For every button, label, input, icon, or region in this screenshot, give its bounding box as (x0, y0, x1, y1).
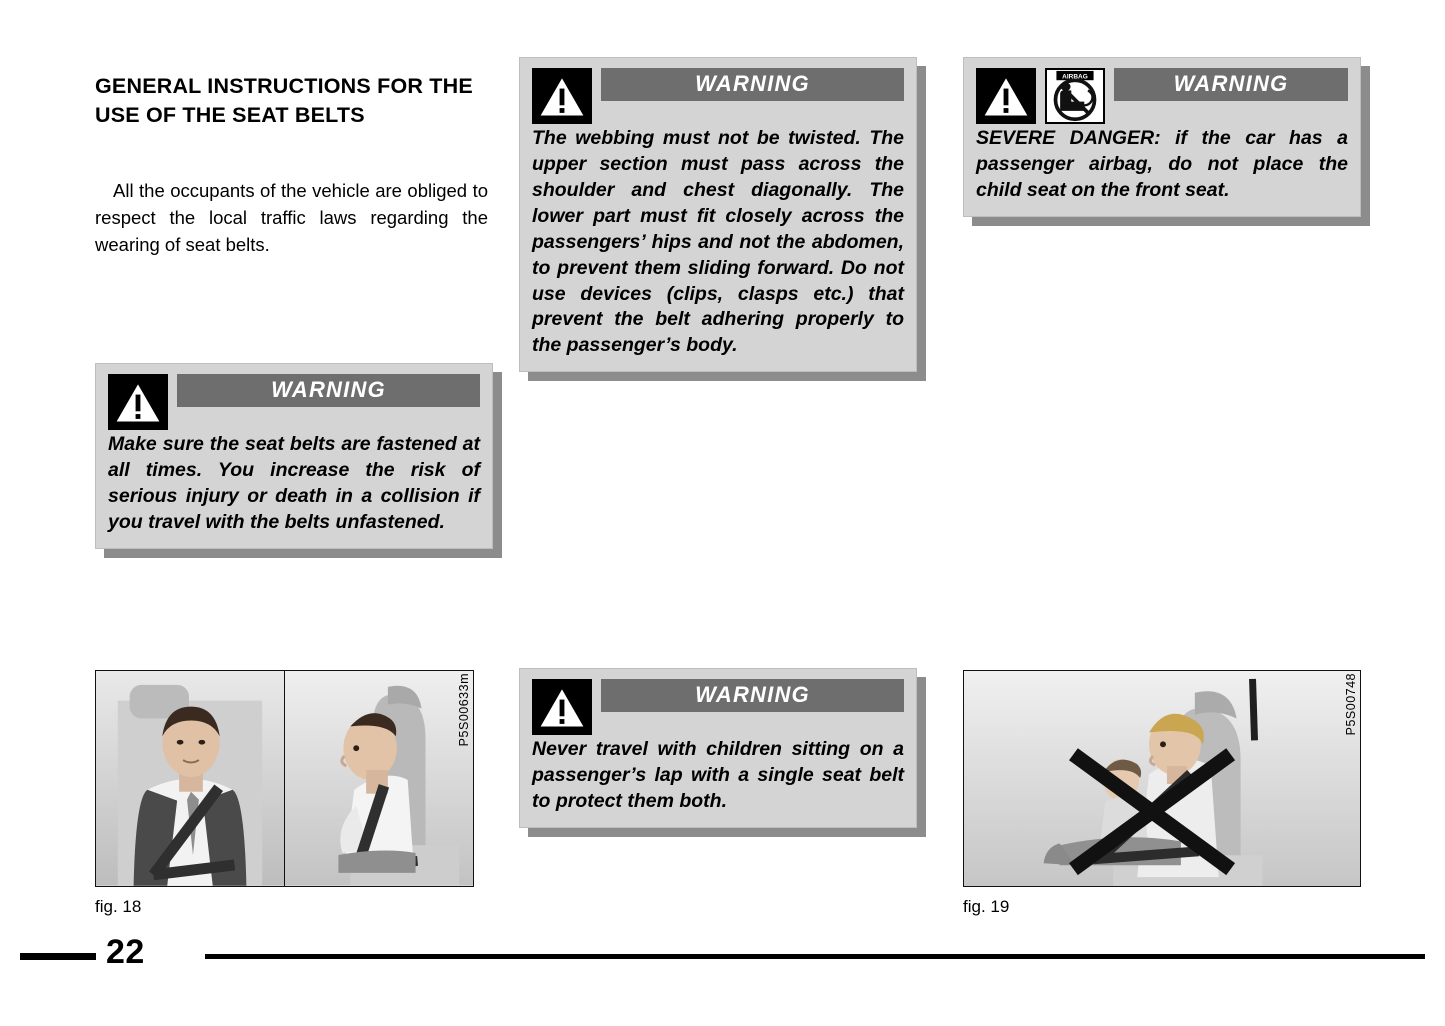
intro-paragraph: All the occupants of the vehicle are obliged to respect the local traffic laws regarding the wearing of seat belts. (95, 179, 488, 256)
warning-title: WARNING (177, 374, 480, 407)
warning-text: The webbing must not be twisted. The upper section must pass across the shoulder and chest diagonally. The lower part must fit closely across the passengers’ hips and not the abdomen, to prevent them sliding forward. Do not use devices (clips, clasps etc.) that prevent the belt adhering properly to the passenger’s body. (532, 127, 904, 357)
warning-title: WARNING (601, 68, 904, 101)
page-title: GENERAL INSTRUCTIONS FOR THE USE OF THE SEAT BELTS (95, 74, 473, 128)
warning-triangle-icon (108, 374, 168, 430)
page-footer (20, 933, 1425, 975)
warning-box-airbag-child-seat (963, 57, 1361, 217)
figure-18-image (95, 670, 474, 887)
figure-18-caption: fig. 18 (95, 897, 142, 916)
figure-19-code: P5S00748 (1344, 673, 1358, 736)
page-number: 22 (106, 933, 145, 971)
footer-rule-left (20, 953, 96, 960)
warning-title: WARNING (1114, 68, 1348, 101)
svg-text:AIRBAG: AIRBAG (1062, 73, 1088, 81)
figure-18-code: P5S00633m (457, 673, 471, 747)
figure-19-caption: fig. 19 (963, 897, 1010, 916)
warning-box-seatbelts-fastened (95, 363, 493, 549)
warning-box-children-on-lap (519, 668, 917, 828)
no-child-seat-airbag-icon (1045, 68, 1105, 124)
warning-text: SEVERE DANGER: if the car has a passenger airbag, do not place the child seat on the front seat. (976, 127, 1348, 201)
warning-title: WARNING (601, 679, 904, 712)
footer-rule-right (205, 954, 1425, 959)
figure-18 (95, 670, 495, 917)
figure-19 (963, 670, 1363, 917)
warning-triangle-icon (532, 68, 592, 124)
warning-text: Make sure the seat belts are fastened at all times. You increase the risk of serious injury or death in a collision if you travel with the belts unfastened. (108, 433, 480, 533)
warning-box-webbing (519, 57, 917, 372)
figure-18-photo-side (284, 671, 473, 886)
warning-text: Never travel with children sitting on a passenger’s lap with a single seat belt to protect them both. (532, 738, 904, 812)
warning-triangle-icon (976, 68, 1036, 124)
figure-19-image (963, 670, 1361, 887)
figure-18-photo-front (96, 671, 284, 886)
warning-triangle-icon (532, 679, 592, 735)
